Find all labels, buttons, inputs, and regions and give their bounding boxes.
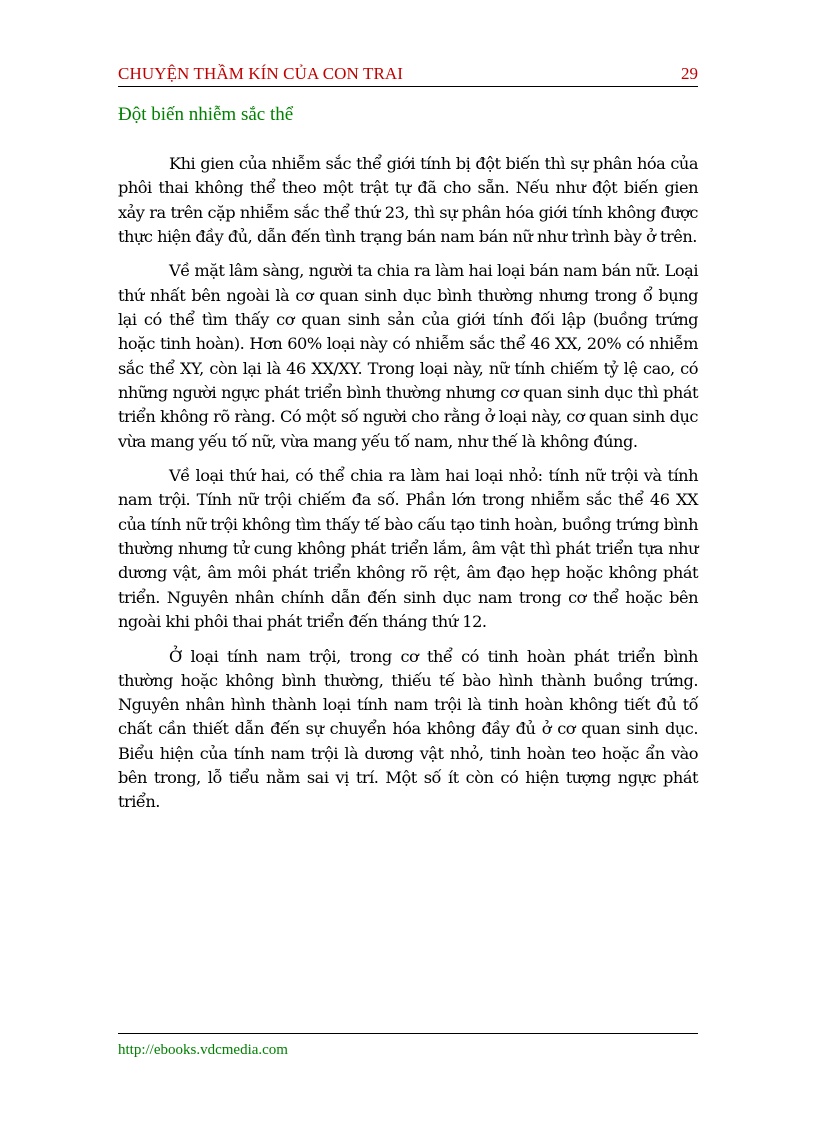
page-number: 29 xyxy=(681,64,698,83)
paragraph-4: Ở loại tính nam trội, trong cơ thể có tinh hoàn phát triển bình thường hoặc không bình thường, thiếu tế bào hình thành buồng trứng. Nguyên nhân hình thành loại tính nam trội là tinh hoàn không tiết đủ tố chất cần thiết dẫn đến sự chuyển hóa không đầy đủ ở cơ quan sinh dục. Biểu hiện của tính nam trội là dương vật nhỏ, tinh hoàn teo hoặc ẩn vào bên trong, lỗ tiểu nằm sai vị trí. Một số ít còn có hiện tượng ngực phát triển. xyxy=(118,646,698,812)
body-text xyxy=(118,152,698,825)
paragraph-3: Về loại thứ hai, có thể chia ra làm hai loại nhỏ: tính nữ trội và tính nam trội. Tính nữ trội chiếm đa số. Phần lớn trong nhiễm sắc thể 46 XX của tính nữ trội không tìm thấy tế bào cấu tạo tinh hoàn, buồng trứng bình thường nhưng tử cung không phát triển lắm, âm vật thì phát triển tựa như dương vật, âm môi phát triển không rõ rệt, âm đạo hẹp hoặc không phát triển. Nguyên nhân chính dẫn đến sinh dục nam trong cơ thể hoặc bên ngoài khi phôi thai phát triển đến tháng thứ 12. xyxy=(118,466,698,631)
paragraph-2: Về mặt lâm sàng, người ta chia ra làm hai loại bán nam bán nữ. Loại thứ nhất bên ngoài là cơ quan sinh dục bình thường nhưng trong ổ bụng lại có thể tìm thấy cơ quan sinh sản của giới tính đối lập (buồng trứng hoặc tinh hoàn). Hơn 60% loại này có nhiễm sắc thể 46 XX, 20% có nhiễm sắc thể XY, còn lại là 46 XX/XY. Trong loại này, nữ tính chiếm tỷ lệ cao, có những người ngực phát triển bình thường nhưng cơ quan sinh dục thì phát triển không rõ ràng. Có một số người cho rằng ở loại này, cơ quan sinh dục vừa mang yếu tố nữ, vừa mang yếu tố nam, như thế là không đúng. xyxy=(118,261,698,451)
section-heading: Đột biến nhiễm sắc thể xyxy=(118,104,294,125)
paragraph-1: Khi gien của nhiễm sắc thể giới tính bị đột biến thì sự phân hóa của phôi thai không thể theo một trật tự đã cho sẵn. Nếu như đột biến gien xảy ra trên cặp nhiễm sắc thể thứ 23, thì sự phân hóa giới tính không được thực hiện đầy đủ, dẫn đến tình trạng bán nam bán nữ như trình bày ở trên. xyxy=(118,154,698,246)
footer-url-link[interactable]: http://ebooks.vdcmedia.com xyxy=(118,1042,288,1058)
book-title: CHUYỆN THẦM KÍN CỦA CON TRAI xyxy=(118,64,404,83)
page-header xyxy=(118,62,698,87)
footer-divider xyxy=(118,1033,698,1034)
